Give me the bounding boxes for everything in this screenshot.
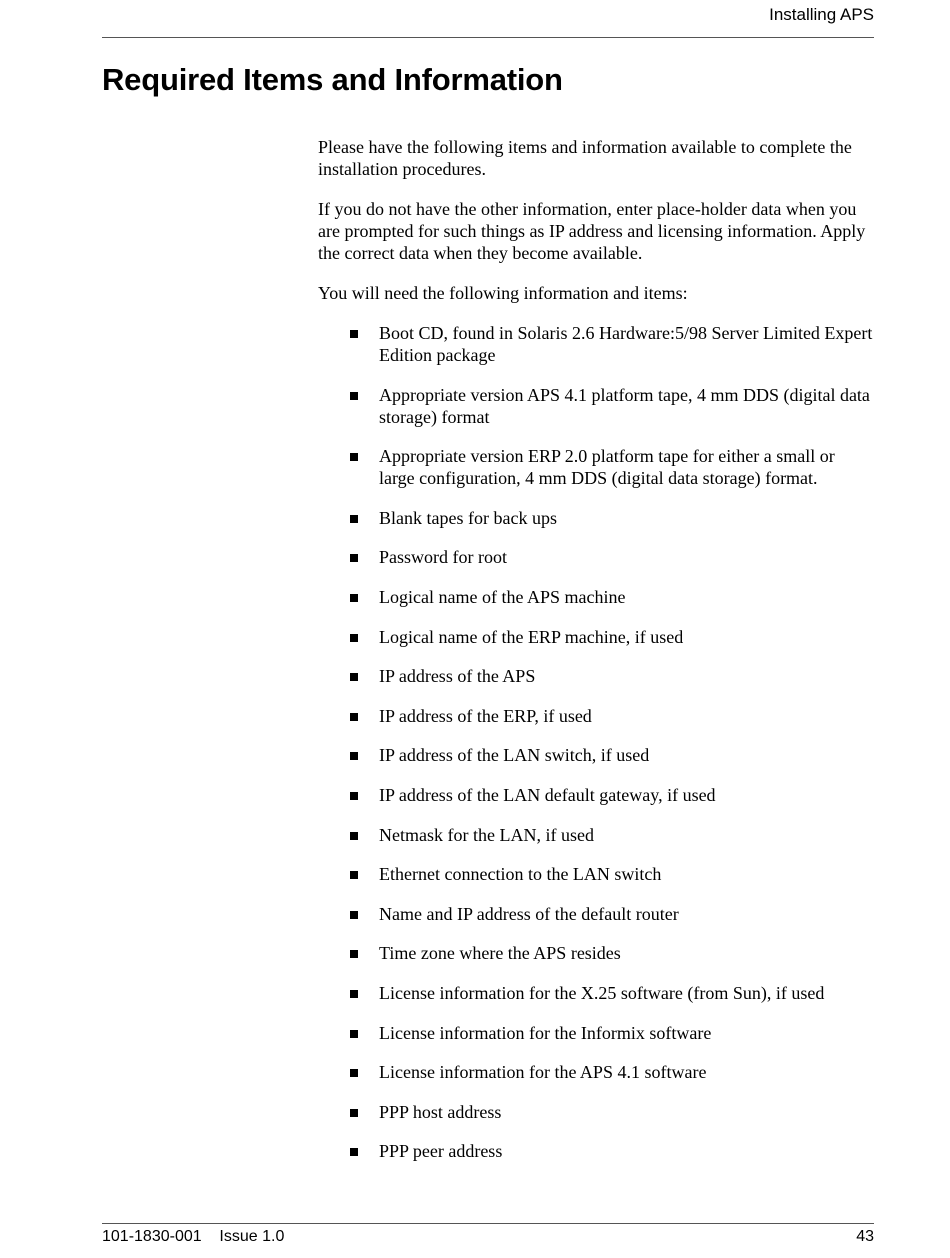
square-bullet-icon (350, 990, 358, 998)
list-item (318, 626, 874, 648)
list-item-text: PPP host address (379, 1101, 502, 1122)
square-bullet-icon (350, 832, 358, 840)
square-bullet-icon (350, 1069, 358, 1077)
list-item (318, 1101, 874, 1123)
square-bullet-icon (350, 594, 358, 602)
list-item (318, 705, 874, 727)
list-item (318, 903, 874, 925)
intro-paragraph: Please have the following items and information available to complete the installation procedures. (318, 137, 852, 179)
square-bullet-icon (350, 792, 358, 800)
required-items-list (318, 322, 874, 1162)
square-bullet-icon (350, 634, 358, 642)
list-item-text: IP address of the LAN default gateway, if used (379, 784, 716, 805)
list-item-text: License information for the Informix software (379, 1022, 712, 1043)
list-item-text: Logical name of the APS machine (379, 586, 626, 607)
square-bullet-icon (350, 330, 358, 338)
list-item-text: Blank tapes for back ups (379, 507, 557, 528)
list-item-text: IP address of the APS (379, 666, 536, 687)
doc-number: 101-1830-001 (102, 1228, 202, 1245)
list-item (318, 586, 874, 608)
running-header: Installing APS (769, 5, 874, 24)
list-item (318, 1140, 874, 1162)
list-item (318, 384, 874, 428)
list-item-text: Appropriate version APS 4.1 platform tape, 4 mm DDS (digital data storage) format (379, 384, 870, 427)
list-item-text: Boot CD, found in Solaris 2.6 Hardware:5/98 Server Limited Expert Edition package (379, 323, 873, 365)
list-item (318, 942, 874, 964)
list-item-text: IP address of the ERP, if used (379, 705, 592, 726)
list-item-text: Password for root (379, 547, 507, 568)
square-bullet-icon (350, 1109, 358, 1117)
list-item-text: License information for the X.25 software (from Sun), if used (379, 982, 825, 1003)
issue-label: Issue 1.0 (219, 1228, 285, 1245)
list-item (318, 1061, 874, 1083)
list-item (318, 507, 874, 529)
list-item (318, 784, 874, 806)
list-item (318, 863, 874, 885)
square-bullet-icon (350, 673, 358, 681)
page-title: Required Items and Information (102, 62, 563, 97)
list-item-text: PPP peer address (379, 1141, 503, 1162)
square-bullet-icon (350, 453, 358, 461)
list-item-text: Appropriate version ERP 2.0 platform tape for either a small or large configuration, 4 mm DDS (digital data storage) format. (379, 446, 835, 489)
placeholder-paragraph: If you do not have the other information, enter place-holder data when you are prompted for such things as IP address and licensing information. Apply the correct data when they become available. (318, 199, 866, 263)
list-item (318, 1022, 874, 1044)
square-bullet-icon (350, 392, 358, 400)
list-item-text: Ethernet connection to the LAN switch (379, 864, 662, 885)
list-item (318, 744, 874, 766)
list-intro-paragraph: You will need the following information and items: (318, 283, 688, 303)
footer-rule (102, 1223, 874, 1224)
list-item-text: IP address of the LAN switch, if used (379, 745, 650, 766)
square-bullet-icon (350, 1030, 358, 1038)
list-item-text: License information for the APS 4.1 software (379, 1062, 707, 1083)
square-bullet-icon (350, 950, 358, 958)
square-bullet-icon (350, 554, 358, 562)
footer-doc-info (102, 1228, 284, 1246)
square-bullet-icon (350, 1148, 358, 1156)
header-rule (102, 37, 874, 38)
square-bullet-icon (350, 515, 358, 523)
list-item-text: Name and IP address of the default router (379, 903, 679, 924)
list-item (318, 824, 874, 846)
square-bullet-icon (350, 911, 358, 919)
list-item-text: Time zone where the APS resides (379, 943, 621, 964)
list-item (318, 322, 874, 366)
list-item (318, 665, 874, 687)
list-item (318, 982, 874, 1004)
square-bullet-icon (350, 752, 358, 760)
list-item (318, 546, 874, 568)
list-item-text: Logical name of the ERP machine, if used (379, 626, 684, 647)
list-item (318, 445, 874, 489)
list-item-text: Netmask for the LAN, if used (379, 824, 594, 845)
square-bullet-icon (350, 713, 358, 721)
page-number: 43 (856, 1228, 874, 1245)
square-bullet-icon (350, 871, 358, 879)
body-text (318, 136, 874, 1180)
